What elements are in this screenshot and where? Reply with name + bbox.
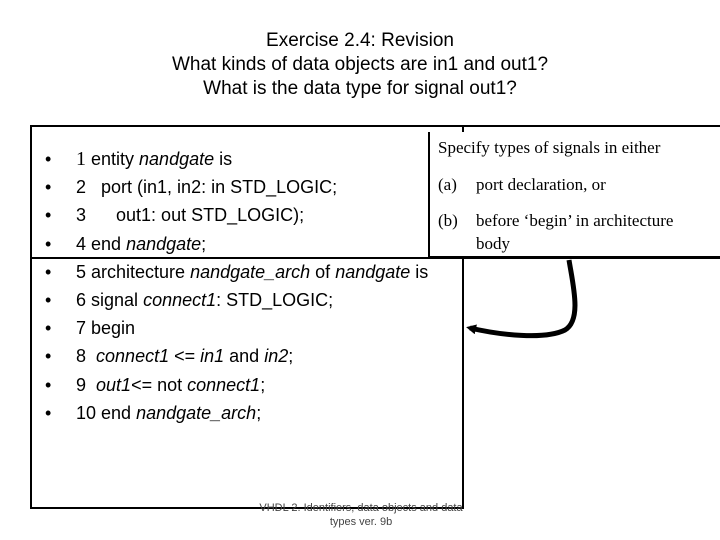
code-line-1: • 1 entity nandgate is	[45, 145, 428, 173]
callout-option-b-continued: body	[476, 234, 510, 253]
code-line-3: • 3 out1: out STD_LOGIC);	[45, 201, 428, 229]
code-line-5: • 5 architecture nandgate_arch of nandgate is	[45, 258, 428, 286]
code-line-2: • 2 port (in1, in2: in STD_LOGIC;	[45, 173, 428, 201]
option-a-label: (a)	[438, 175, 457, 194]
footer-line-2: types ver. 9b	[329, 516, 393, 528]
code-line-4: • 4 end nandgate;	[45, 230, 428, 258]
code-line-9: • 9 out1<= not connect1;	[45, 371, 428, 399]
option-b-text: before ‘begin’ in architecture	[476, 211, 674, 230]
option-a-text: port declaration, or	[476, 175, 606, 194]
slide-footer	[256, 501, 466, 529]
code-line-10: • 10 end nandgate_arch;	[45, 399, 428, 427]
code-line-8: • 8 connect1 <= in1 and in2;	[45, 342, 428, 370]
code-line-7: • 7 begin	[45, 314, 428, 342]
title-line-2: What kinds of data objects are in1 and out1?	[171, 54, 549, 75]
footer-line-1: VHDL 2. Identifiers, data objects and data	[259, 502, 463, 514]
option-b-label: (b)	[438, 211, 458, 230]
title-line-3: What is the data type for signal out1?	[203, 78, 517, 99]
code-line-6: • 6 signal connect1: STD_LOGIC;	[45, 286, 428, 314]
callout-heading: Specify types of signals in either	[438, 138, 661, 157]
title-line-1: Exercise 2.4: Revision	[266, 30, 454, 51]
